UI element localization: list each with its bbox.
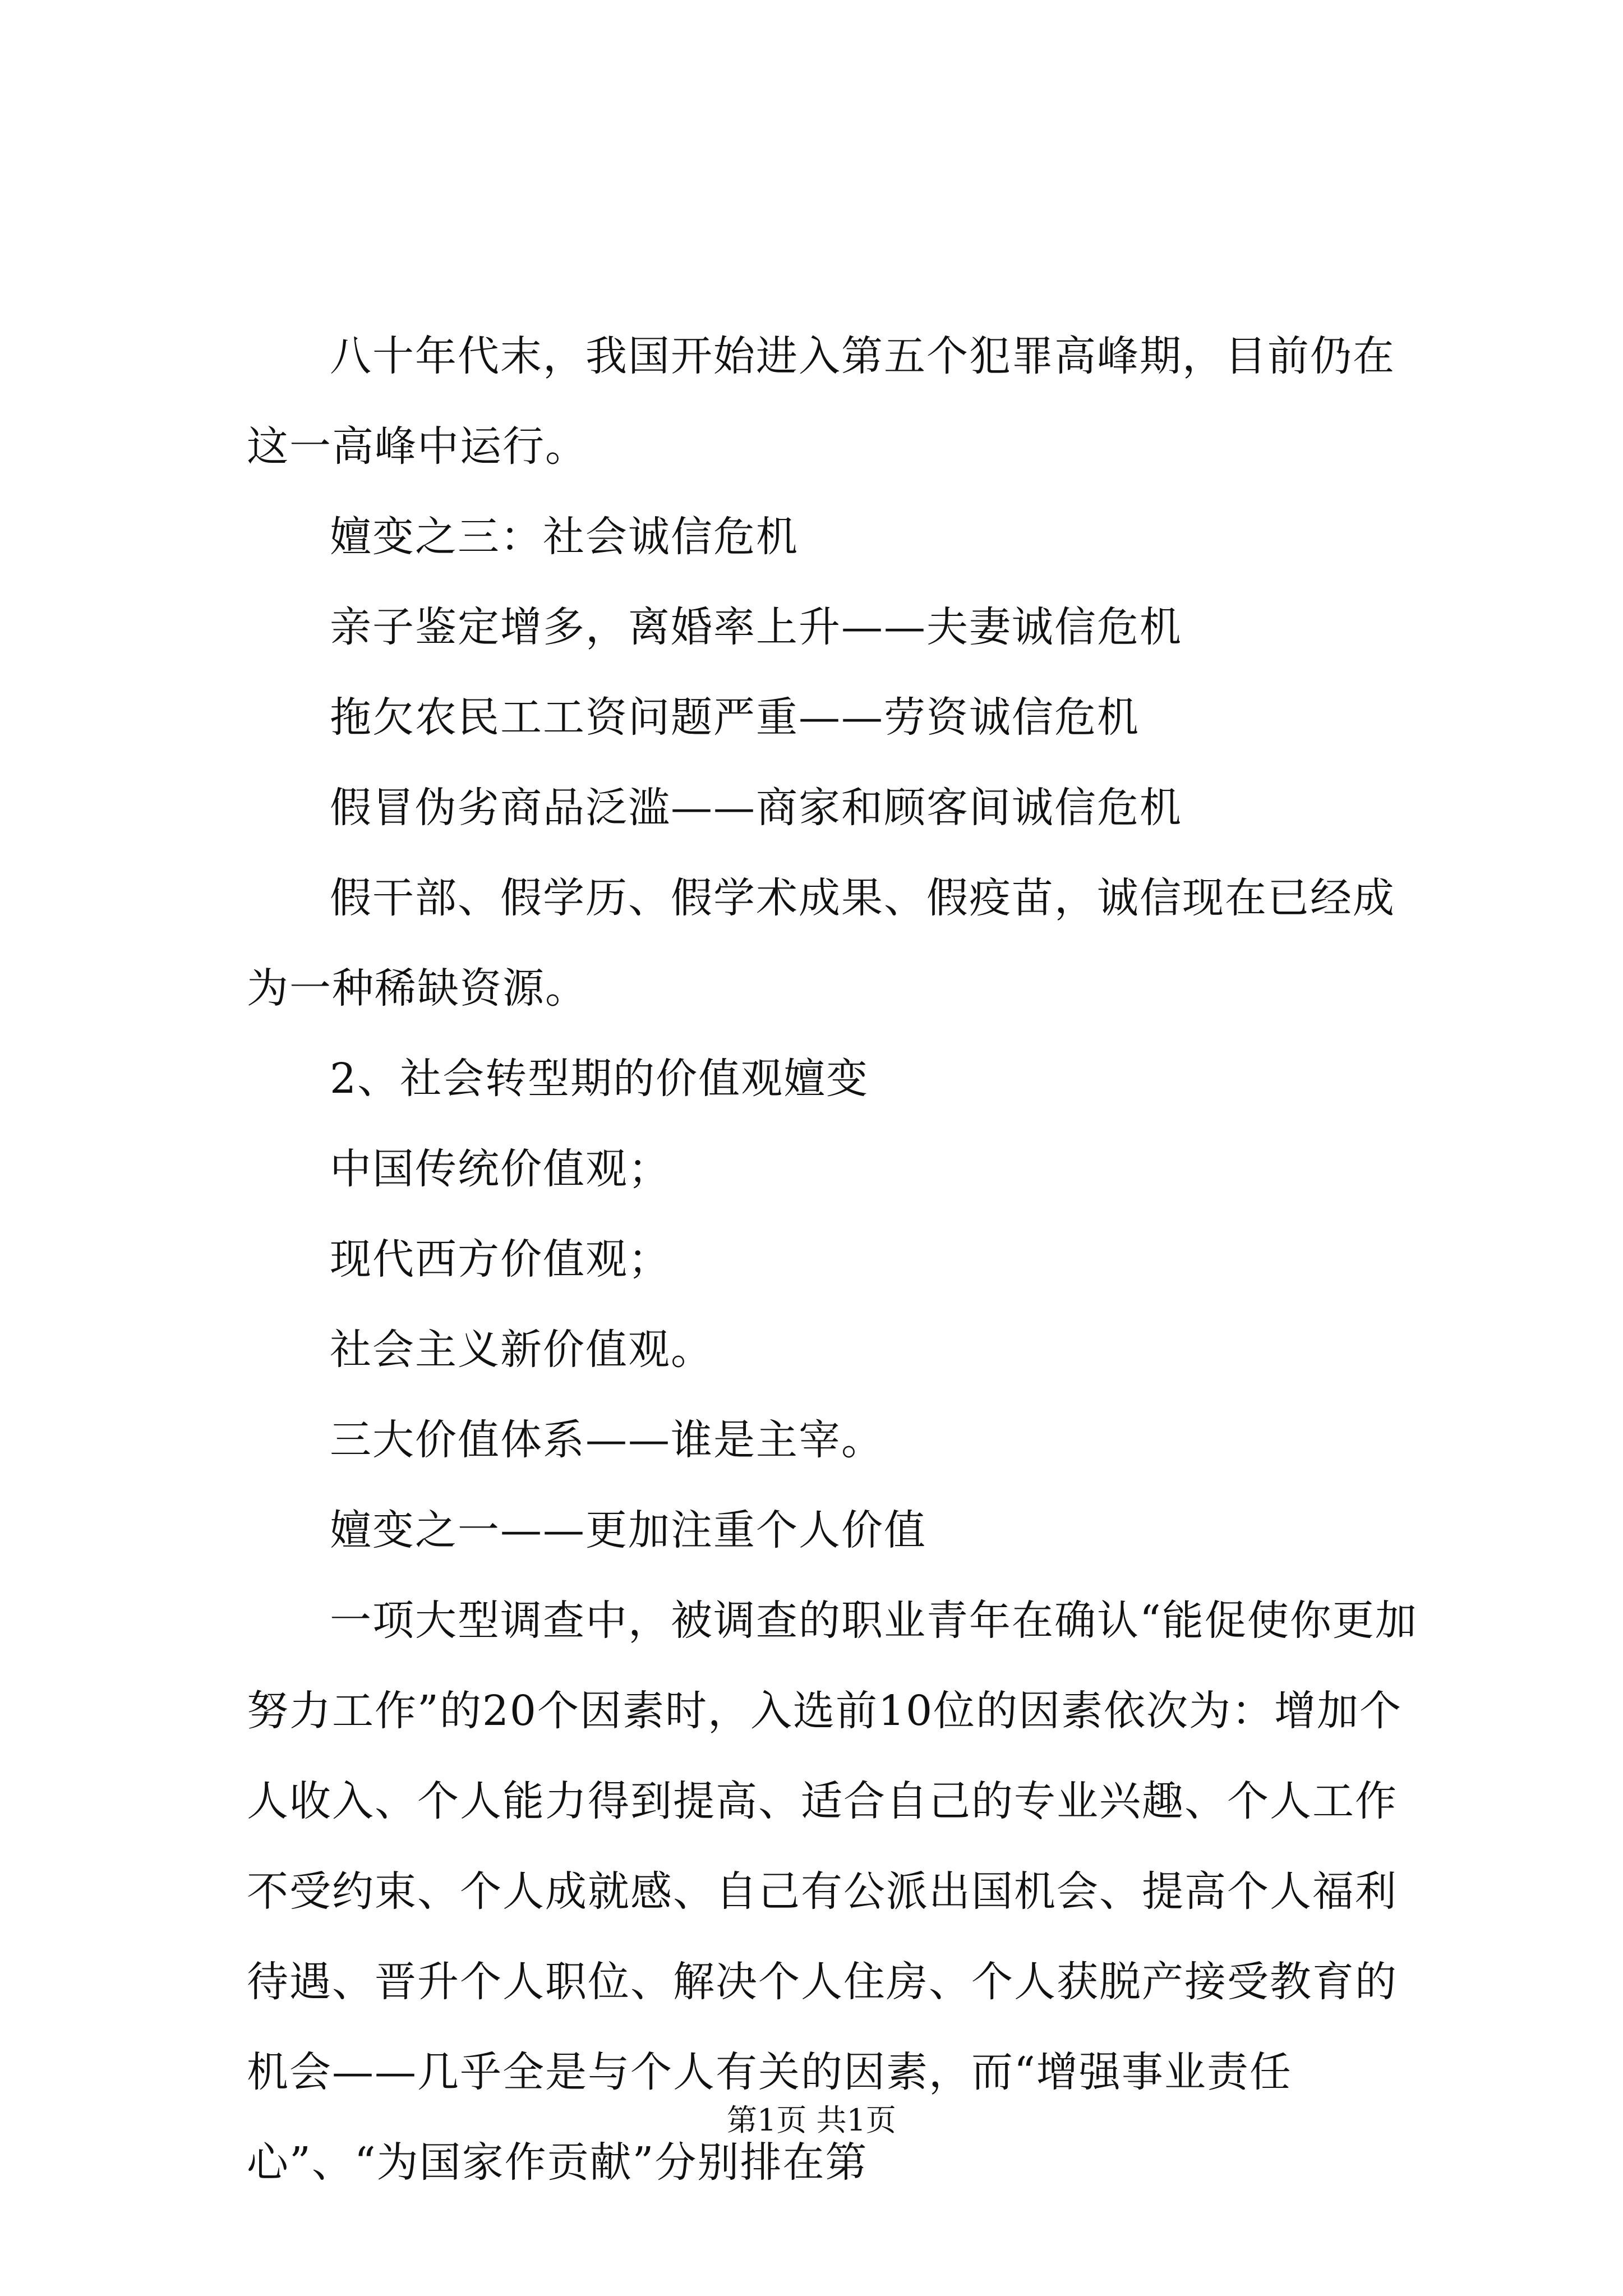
paragraph: 嬗变之三：社会诚信危机 <box>330 513 799 561</box>
paragraph: 假干部、假学历、假学术成果、假疫苗，诚信现在已经成为一种稀缺资源。 <box>247 874 1395 1013</box>
paragraph: 社会主义新价值观。 <box>330 1326 713 1374</box>
paragraph: 三大价值体系——谁是主宰。 <box>330 1416 884 1464</box>
paragraph: 现代西方价值观； <box>330 1235 671 1283</box>
page-number-footer: 第1页 共1页 <box>727 2102 896 2138</box>
paragraph: 拖欠农民工工资问题严重——劳资诚信危机 <box>330 693 1140 742</box>
paragraph: 嬗变之一——更加注重个人价值 <box>330 1506 926 1554</box>
section-heading: 2、社会转型期的价值观嬗变 <box>330 1055 869 1103</box>
paragraph: 假冒伪劣商品泛滥——商家和顾客间诚信危机 <box>330 784 1182 832</box>
paragraph: 中国传统价值观； <box>330 1145 671 1193</box>
document-body <box>247 311 1430 2208</box>
paragraph: 八十年代末，我国开始进入第五个犯罪高峰期，目前仍在这一高峰中运行。 <box>247 332 1395 471</box>
paragraph: 亲子鉴定增多，离婚率上升——夫妻诚信危机 <box>330 603 1182 651</box>
paragraph: 一项大型调查中，被调查的职业青年在确认“能促使你更加努力工作”的20个因素时，入选前10位的因素依次为：增加个人收入、个人能力得到提高、适合自己的专业兴趣、个人工作不受约束、个人成就感、自己有公派出国机会、提高个人福利待遇、晋升个人职位、解决个人住房、个人获脱产接受教育的机会——几乎全是与个人有关的因素，而“增强事业责任心”、“为国家作贡献”分别排在第 <box>247 1596 1418 2187</box>
